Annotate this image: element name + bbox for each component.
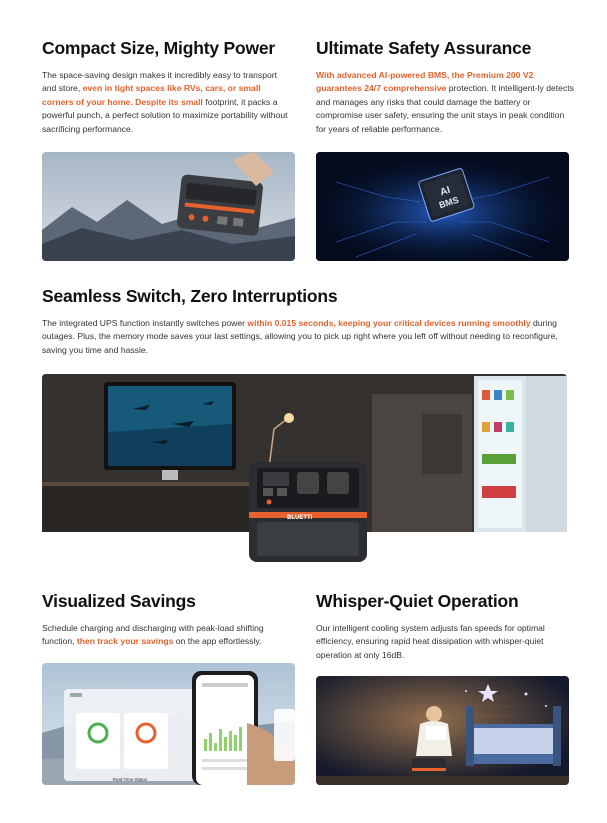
section-compact: [42, 38, 292, 136]
device-brand: BLUETTI: [287, 515, 313, 521]
section-quiet: [316, 591, 576, 662]
chip-label-ai: AI: [438, 184, 452, 199]
quiet-title: Whisper-Quiet Operation: [316, 591, 519, 611]
section-switch: [42, 286, 570, 357]
savings-image: [42, 663, 295, 785]
savings-caption: Real-Time Status: [112, 777, 148, 782]
savings-title: Visualized Savings: [42, 591, 196, 611]
section-savings: [42, 591, 294, 649]
compact-title: Compact Size, Mighty Power: [42, 38, 276, 58]
safety-image: [316, 152, 569, 261]
switch-image: [42, 374, 567, 564]
chip-label-bms: BMS: [437, 194, 460, 211]
quiet-image: [316, 676, 569, 785]
switch-body: The integrated UPS function instantly switches power within 0.015 seconds, keeping your critical devices running smoothly during outages. Plus, the memory mode saves your last settings, allowing you to pick up right where you left off without needing to reconfigure, saving you time and hassle.: [42, 318, 558, 355]
compact-body: The space-saving design makes it incredibly easy to transport and store, even in tight spaces like RVs, cars, or small corners of your home. Despite its small footprint, it packs a powerful punch, a perfect solution to maximize portability without sacrificing performance.: [42, 70, 288, 134]
switch-title: Seamless Switch, Zero Interruptions: [42, 286, 338, 306]
compact-image: [42, 152, 295, 261]
safety-body: With advanced AI-powered BMS, the Premium 200 V2 guarantees 24/7 comprehensive protection. It intelligent-ly detects and manages any risks that could damage the battery or compromise user safety, ensuring the unit stays in peak condition for years of reliable performance.: [316, 70, 574, 134]
safety-title: Ultimate Safety Assurance: [316, 38, 532, 58]
section-safety: [316, 38, 574, 136]
quiet-body: Our intelligent cooling system adjusts fan speeds for optimal efficiency, ensuring rapid heat dissipation with whisper-quiet operation at only 16dB.: [316, 623, 545, 660]
savings-body: Schedule charging and discharging with peak-load shifting function, then track your savings on the app effortlessly.: [42, 623, 264, 647]
